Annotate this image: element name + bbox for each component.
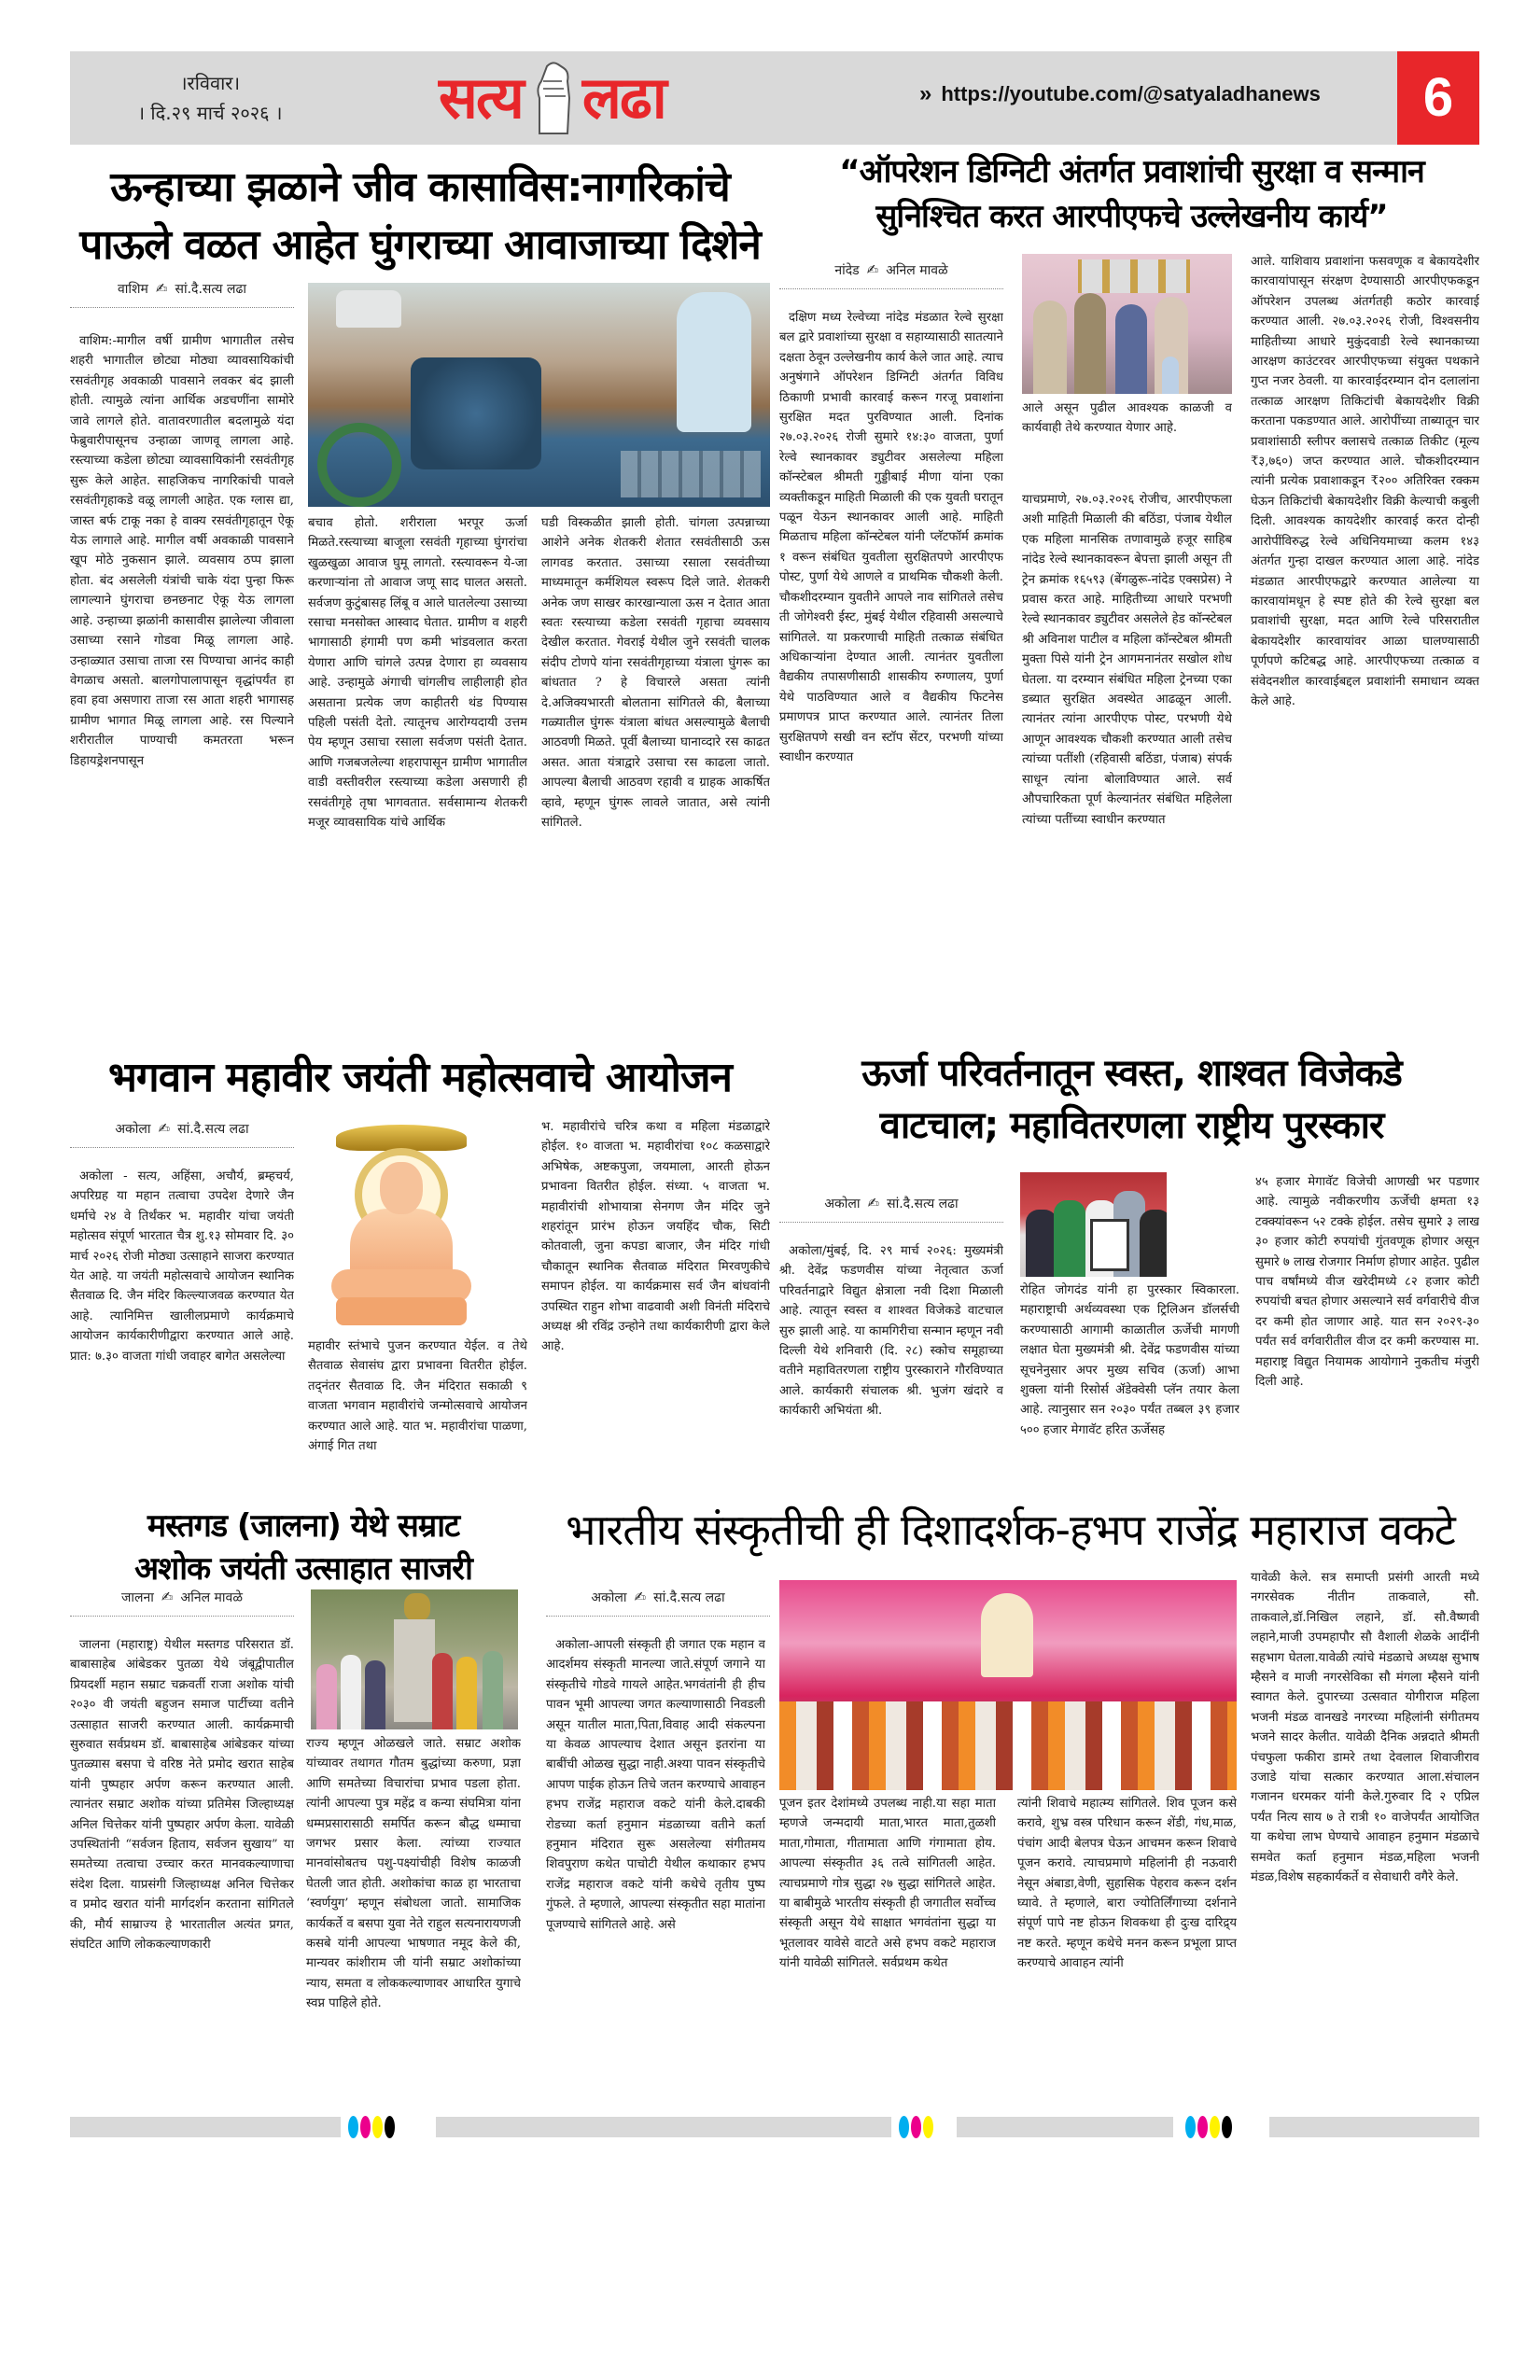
byline — [70, 280, 294, 308]
byline-place: वाशिम — [117, 282, 148, 297]
byline-reporter: अनिल मावळे — [886, 263, 948, 278]
cmyk-dot-cyan — [899, 2116, 909, 2138]
pen-writing-icon: ✍ — [867, 1195, 880, 1211]
article-column — [1255, 1172, 1479, 1465]
byline-place: अकोला — [115, 1122, 151, 1137]
column-text: दक्षिण मध्य रेल्वेच्या नांदेड मंडळात रेल्वे सुरक्षा बल द्वारे प्रवाशांच्या सुरक्षा व सहाय्यासाठी सातत्याने दक्षता ठेवून उल्लेखनीय कार्य केले जात आहे. त्याच अनुषंगाने ऑपरेशन डिग्निटी अंतर्गत विविध ठिकाणी प्रभावी कारवाई करून गरजू प्रवाशांना सुरक्षित मदत पुरविण्यात आली. दिनांक २७.०३.२०२६ रोजी सुमारे १४:३० वाजता, पुर्णा रेल्वे स्थानकावर ड्युटीवर असलेल्या महिला कॉन्स्टेबल श्रीमती गुड्डीबाई मीणा यांना एका व्यक्तीकडून माहिती मिळाली की एक युवती घरातून पळून येऊन स्थानकावर आली आहे. माहिती मिळताच महिला कॉन्स्टेबल यांनी प्लॅटफॉर्म क्रमांक १ वरून संबंधित युवतीला सुरक्षितपणे आरपीएफ पोस्ट, पुर्णा येथे आणले व प्राथमिक चौकशी केली. चौकशीदरम्यान युवतीने आपले नाव सांगितले तसेच ती जोगेश्वरी ईस्ट, मुंबई येथील रहिवासी असल्याचे सांगितले. या प्रकरणाची माहिती तत्काळ संबंधित अधिकाऱ्यांना देण्यात आली. त्यानंतर युवतीला वैद्यकीय तपासणीसाठी शासकीय रुग्णालय, पुर्णा येथे पाठविण्यात आले व वैद्यकीय फिटनेस प्रमाणपत्र प्राप्त करण्यात आले. त्यानंतर तिला सुरक्षितपणे सखी वन स्टॉप सेंटर, परभणी यांच्या स्वाधीन करण्यात — [779, 311, 1003, 764]
byline-reporter: सां.दै.सत्य लढा — [887, 1197, 959, 1211]
pen-writing-icon: ✍ — [158, 1120, 171, 1137]
column-text: रोहित जोगदंड यांनी हा पुरस्कार स्विकारला. महाराष्ट्राची अर्थव्यवस्था एक ट्रिलिअन डॉलर्सची करण्यासाठी आगामी काळातील ऊर्जेची मागणी लक्षात घेता मुख्यमंत्री श्री. देवेंद्र फडणवीस यांच्या सूचनेनुसार अपर मुख्य सचिव (ऊर्जा) आभा शुक्ला यांनी रिसोर्स ॲडेक्वेसी प्लॅन तयार केला आहे. त्यानुसार सन २०३० पर्यंत तब्बल ३९ हजार ५०० हजार मेगावॅट हरित ऊर्जेसह — [1020, 1283, 1239, 1437]
column-text: घडी विस्कळीत झाली होती. चांगला उत्पन्नाच्या आशेने अनेक शेतकरी शेतात रसवंतीसाठी ऊस लागवड करतात. उसाच्या रसाला रसवंतीच्या माध्यमातून कर्मशियल स्वरूप दिले जाते. शेतकरी अनेक जण साखर कारखान्याला ऊस न देतात आता स्वतः रस्त्याच्या कडेला रसवंती गृहाचा व्यवसाय देखील करतात. गेवराई येथील जुने रसवंती चालक संदीप टोणपे यांना रसवंतीगृहाच्या यंत्राला घुंगरू का बांधतात ? हे विचारले असता त्यांनी दे.अजिक्यभारती बोलताना सांगितले की, बैलाच्या गळ्यातील घुंगरू यंत्राला बांधत असल्यामुळे बैलाची आठवणी मिळते. पूर्वी बैलाच्या घानाव्दारे रस काढत असत. आता यंत्राद्वारे उसाचा रस काढला जातो. आपल्या बैलाची आठवण रहावी व ग्राहक आकर्षित व्हावे, म्हणून घुंगरू लावले जातात, असे त्यांनी सांगितले. — [541, 516, 770, 831]
cmyk-dot-yellow — [372, 2116, 383, 2138]
issue-date: । दि.२९ मार्च २०२६ । — [137, 102, 283, 124]
byline — [546, 1589, 770, 1617]
article-column — [1017, 1794, 1237, 2102]
column-text: यावेळी केले. सत्र समाप्ती प्रसंगी आरती मध्ये नगरसेवक नीतीन ताकवाले, सौ. ताकवाले,डॉ.निखिल लहाने, डॉ. सौ.वैष्णवी लहाने,माजी उपमहापौर सौ वैशाली शेळके आदींनी सहभाग घेतला.यावेळी त्यांचे मंडळाचे अध्यक्ष सुभाष म्हैसने व माजी नगरसेविका सौ मंगला म्हैसने यांनी स्वागत केले. दुपारच्या उत्सवात योगीराज महिला भजनी मंडळ वानखडे नगरच्या महिलांनी संगीतमय भजने सादर केलीत. यावेळी दैनिक अन्नदाते श्रीमती पंचफुला फकीरा डामरे तथा देवलाल शिवाजीराव उजाडे यांचा सत्कार करण्यात आला.संचालन गजानन धरमकर यांनी केले.गुरुवार दि २ एप्रिल पर्यंत नित्य साय ७ ते रात्री १० वाजेपर्यंत आयोजित या कथेचा लाभ घेण्याचे आवाहन हनुमान मंडळाचे समवेत कर्ता हनुमान मंडळ,महिला भजनी मंडळ,विशेष सहकार्यकर्ते व सेवाधारी वगैरे केले. — [1251, 1571, 1479, 1885]
article-column — [779, 1241, 1003, 1465]
byline-place: अकोला — [824, 1197, 861, 1211]
byline — [779, 1195, 1003, 1223]
article-headline: भारतीय संस्कृतीची ही दिशादर्शक-हभप राजेंद्र महाराज वकटे — [566, 1505, 1455, 1555]
column-text: पूजन इतर देशांमध्ये उपलब्ध नाही.या सहा माता म्हणजे जन्मदायी माता,भारत माता,तुळशी माता,गोमाता, गीतामाता आणि गंगामाता होय. आपल्या संस्कृतीत ३६ तत्वे सांगितली आहेत. त्याचप्रमाणे गोत्र सुद्धा २७ सुद्धा सांगितले आहेत. या बाबीमुळे भारतीय संस्कृती ही जगातील सर्वोच्च संस्कृती असून येथे साक्षात भगवंतांना सुद्धा या भूतलावर यावेसे वाटते असे हभप वकटे महाराज यांनी यावेळी सांगितले. सर्वप्रथम कथेत — [779, 1797, 996, 1971]
photo-caption — [1022, 399, 1232, 445]
byline — [779, 261, 1003, 289]
headline-line-1: ऊन्हाच्या झळाने जीव कासाविस:नागरिकांचे — [110, 163, 730, 211]
article-column — [70, 1167, 294, 1461]
footer-bar — [1269, 2117, 1479, 2137]
byline — [70, 1589, 294, 1617]
footer-bar — [436, 2117, 891, 2137]
pen-writing-icon: ✍ — [155, 280, 168, 297]
column-text: भ. महावीरांचे चरित्र कथा व महिला मंडळाद्वारे होईल. १० वाजता भ. महावीरांचा १०८ कळसाद्वारे अभिषेक, अष्टकपुजा, जयमाला, आरती होऊन प्रभावना वितरीत होईल. संध्या. ५ वाजता भ. महावीरांची शोभायात्रा सेनगण जैन मंदिर जुने शहरांतून प्रारंभ होऊन जयहिंद चौक, सिटी कोतवाली, जुना कपडा बाजार, जैन मंदिर गांधी चौकातून स्थानिक सैतवाळ मंदिरात मिरवणुकीचे समापन होईल. या कार्यक्रमास सर्व जैन बांधवांनी उपस्थित राहुन शोभा वाढवावी अशी विनंती मंदिराचे अध्यक्ष श्री रविंद्र उन्होने तथा कार्यकारीणी द्वारा केले आहे. — [541, 1120, 770, 1354]
column-text: अकोला - सत्य, अहिंसा, अचौर्य, ब्रम्हचर्य, अपरिग्रह या महान तत्वाचा उपदेश देणारे जैन धर्माचे २४ वे तिर्थंकर भ. महावीर यांचा जयंती महोत्सव संपूर्ण भारतात चैत्र शु.१३ सोमवार दि. ३० मार्च २०२६ रोजी मोठ्या उत्साहाने साजरा करण्यात येत आहे. या जयंती महोत्सवाचे आयोजन स्थानिक सैतवाळ दि. जैन मंदिर किल्ल्याजवळ करण्यात येत आहे. त्यानिमित्त खालीलप्रमाणे कार्यक्रमाचे आयोजन कार्यकारीणीद्वारा करण्यात आले आहे. प्रात: ७.३० वाजता गांधी जवाहर बागेत असलेल्या — [70, 1169, 294, 1364]
youtube-url[interactable]: https://youtube.com/@satyaladhanews — [941, 82, 1321, 105]
caption-text: आले असून पुढील आवश्यक काळजी व कार्यवाही तेथे करण्यात येणार आहे. — [1022, 401, 1232, 436]
article-headline — [779, 1047, 1484, 1152]
article-column — [779, 308, 1003, 1031]
byline — [70, 1120, 294, 1148]
byline-reporter: सां.दै.सत्य लढा — [177, 1122, 249, 1137]
column-text: अकोला/मुंबई, दि. २९ मार्च २०२६: मुख्यमंत्री श्री. देवेंद्र फडणवीस यांच्या नेतृत्वात ऊर्जा परिवर्तनाद्वारे विद्युत क्षेत्राला नवी दिशा मिळाली आहे. त्यातून स्वस्त व शाश्वत विजेकडे वाटचाल सुरु झाली आहे. या कामगिरीचा सन्मान म्हणून नवी दिल्ली येथे शनिवारी (दि. २८) स्कोच समूहाच्या वतीने महावितरणला राष्ट्रीय पुरस्काराने गौरविण्यात आले. कार्यकारी संचालक श्री. भुजंग खंदारे व कार्यकारी अभियंता श्री. — [779, 1244, 1003, 1419]
article-column — [1251, 1568, 1479, 2102]
katha-event-photo — [779, 1580, 1237, 1790]
pen-writing-icon: ✍ — [161, 1589, 174, 1605]
cmyk-dot-magenta — [360, 2116, 371, 2138]
cmyk-dot-cyan — [1185, 2116, 1196, 2138]
sugarcane-juice-photo — [308, 283, 770, 507]
mahavir-idol-image — [317, 1120, 485, 1330]
column-text: बचाव होतो. शरीराला भरपूर ऊर्जा मिळते.रस्त्याच्या बाजूला रसवंती गृहाच्या घुंगरांचा खुळखुळा आवाज घुमू लागतो. रस्त्यावरून ये-जा करणाऱ्यांना तो आवाज जणू साद घालत असतो. सर्वजण कुटुंबासह लिंबू व आले घातलेल्या उसाच्या रसाचा मनसोक्त आस्वाद घेतात. ग्रामीण व शहरी भागासाठी हंगामी पण कमी भांडवलात करता येणारा आणि चांगले उत्पन्न देणारा हा व्यवसाय आहे. उन्हामुळे अंगाची चांगलीच लाहीलाही होत असताना प्रत्येक जण काहीतरी थंड पिण्यास पहिली पसंती देतो. त्यातूनच आरोग्यदायी उत्तम पेय म्हणून उसाचा रसाला सर्वजण पसंती देतात. आणि गजबजलेल्या शहरापासून ग्रामीण भागातील वाडी वस्तीवरील रस्त्याच्या कडेला असणारी ही रसवंतीगृहे तृषा भागवतात. सर्वसामान्य शेतकरी मजूर व्यावसायिक यांचे आर्थिक — [308, 516, 527, 831]
issue-day: ।रविवार। — [179, 72, 241, 94]
headline-line-2: अशोक जयंती उत्साहात साजरी — [134, 1550, 472, 1588]
column-text: याचप्रमाणे, २७.०३.२०२६ रोजीच, आरपीएफला अशी माहिती मिळाली की बठिंडा, पंजाब येथील एक महिला मानसिक तणावामुळे हजूर साहिब नांदेड रेल्वे स्थानकावरून बेपत्ता झाली असून ती ट्रेन क्रमांक १६५९३ (बेंगळुरू-नांदेड एक्सप्रेस) ने प्रवास करत आहे. माहितीच्या आधारे परभणी रेल्वे स्थानकावर ड्युटीवर असलेले हेड कॉन्स्टेबल श्री अविनाश पाटील व महिला कॉन्स्टेबल श्रीमती मुक्ता पिसे यांनी ट्रेन आगमनानंतर सखोल शोध घेतला. या दरम्यान संबंधित महिला ट्रेनच्या एका डब्यात सुरक्षित अवस्थेत आढळून आली. त्यानंतर त्यांना आरपीएफ पोस्ट, परभणी येथे आणून आवश्यक चौकशी करण्यात आली तसेच त्यांच्या पतींशी (रहिवासी बठिंडा, पंजाब) संपर्क साधून त्यांना बोलाविण्यात आले. सर्व औपचारिकता पूर्ण केल्यानंतर संबंधित महिलेला त्यांच्या पतींच्या स्वाधीन करण्यात — [1022, 493, 1232, 827]
article-column — [308, 513, 527, 1031]
article-column — [1020, 1281, 1239, 1465]
registration-marks — [348, 2116, 395, 2138]
headline-line-2: वाटचाल; महावितरणला राष्ट्रीय पुरस्कार — [879, 1104, 1384, 1147]
byline-reporter: सां.दै.सत्य लढा — [653, 1590, 725, 1605]
article-headline — [70, 159, 770, 274]
cmyk-dot-magenta — [1197, 2116, 1208, 2138]
award-ceremony-photo — [1020, 1172, 1167, 1277]
registration-marks — [1185, 2116, 1232, 2138]
issue-date-block — [121, 68, 299, 128]
footer-bar — [957, 2117, 1173, 2137]
article-column — [70, 331, 294, 1031]
column-text: अकोला-आपली संस्कृती ही जगात एक महान व आदर्शमय संस्कृती मानल्या जाते.संपूर्ण जगाने या संस्कृतीचे गोडवे गायले आहेत.भगवंतांनी ही हीच पावन भूमी आपल्या जगत कल्याणासाठी निवडली असून यातील माता,पिता,विवाह आदी संकल्पना या केवळ आपल्याच देशात असून इतरांना या बाबींची ओळख सुद्धा नाही.अश्या पावन संस्कृतीचे आपण पाईक होऊन तिचे जतन करण्याचे आवाहन हभप राजेंद्र महाराज वकटे यांनी केले.दाबकी रोडच्या कर्ता हनुमान मंडळाच्या वतीने कर्ता हनुमान मंदिरात सुरू असलेल्या संगीतमय शिवपुराण कथेत पाचोटी येथील कथाकार हभप राजेंद्र महाराज वकटे यांनी कथेचे तृतीय पुष्प गुंफले. ते म्हणाले, आपल्या संस्कृतीत सहा मातांना पूजण्याचे सांगितले आहे. असे — [546, 1638, 765, 1932]
headline-line-2: सुनिश्चित करत आरपीएफचे उल्लेखनीय कार्य” — [875, 198, 1388, 235]
byline-place: जालना — [121, 1590, 154, 1605]
byline-reporter: सां.दै.सत्य लढा — [175, 282, 247, 297]
masthead — [70, 51, 1479, 145]
article-column — [308, 1337, 527, 1461]
headline-line-2: पाऊले वळत आहेत घुंगराच्या आवाजाच्या दिशेने — [79, 221, 761, 269]
cmyk-dot-black — [1222, 2116, 1232, 2138]
cmyk-dot-yellow — [1210, 2116, 1220, 2138]
article-column — [546, 1635, 765, 2111]
cmyk-dot-cyan — [348, 2116, 358, 2138]
cmyk-dot-magenta — [911, 2116, 921, 2138]
column-text: महावीर स्तंभाचे पुजन करण्यात येईल. व तेथे सैतवाळ सेवासंघ द्वारा प्रभावना वितरीत होईल. तद्नंतर सैतवाळ दि. जैन मंदिरात सकाळी ९ वाजता भगवान महावीरांचे जन्मोत्सवाचे आयोजन करण्यात आले आहे. यात भ. महावीरांचा पाळणा, अंगाई गित तथा — [308, 1339, 527, 1454]
headline-line-1: मस्तगड (जालना) येथे सम्राट — [147, 1507, 460, 1545]
byline-reporter: अनिल मावळे — [180, 1590, 243, 1605]
article-headline — [70, 1505, 537, 1590]
headline-line-1: ऊर्जा परिवर्तनातून स्वस्त, शाश्वत विजेकडे — [861, 1052, 1402, 1095]
article-column — [306, 1734, 521, 2102]
registration-marks — [899, 2116, 933, 2138]
column-text: राज्य म्हणून ओळखले जाते. सम्राट अशोक यांच्यावर तथागत गौतम बुद्धांच्या करुणा, प्रज्ञा आणि समतेच्या विचारांचा प्रभाव पडला होता. त्यांनी आपल्या पुत्र महेंद्र व कन्या संघमित्रा यांना धम्मप्रसारासाठी समर्पित करून बौद्ध धम्माचा जगभर प्रसार केला. त्यांच्या राज्यात मानवांसोबतच पशु-पक्ष्यांचीही विशेष काळजी घेतली जात होती. अशोकांचा काळ हा भारताचा ‘स्वर्णयुग’ म्हणून संबोधला जातो. सामाजिक कार्यकर्ते व बसपा युवा नेते राहुल सत्यनारायणजी कसबे यांनी आपल्या भाषणात नमूद केले की, मान्यवर कांशीराम जी यांनी सम्राट अशोकांच्या न्याय, समता व लोककल्याणावर आधारित युगाचे स्वप्न पाहिले होते. — [306, 1737, 521, 2011]
column-text: आले. याशिवाय प्रवाशांना फसवणूक व बेकायदेशीर कारवायांपासून संरक्षण देण्यासाठी आरपीएफकडून ऑपरेशन उपलब्ध अंतर्गतही कठोर कारवाई करण्यात आली. २७.०३.२०२६ रोजी, विश्वसनीय माहितीच्या आधारे मुकुंदवाडी रेल्वे स्थानकाच्या आरक्षण काउंटरवर आरपीएफच्या संयुक्त पथकाने गुप्त नजर ठेवली. या कारवाईदरम्यान दोन दलालांना तत्काळ आरक्षण तिकिटांची बेकायदेशीर विक्री करताना पकडण्यात आले. आरोपींच्या ताब्यातून चार प्रवाशांसाठी स्लीपर क्लासचे तत्काळ तिकीट (मूल्य ₹३,७६०) जप्त करण्यात आले. चौकशीदरम्यान त्यांनी प्रत्येक प्रवाशाकडून ₹२०० अतिरिक्त रक्कम घेऊन तिकिटांची बेकायदेशीर विक्री केल्याची कबुली दिली. आवश्यक कायदेशीर कारवाई करत दोन्ही आरोपींविरुद्ध रेल्वे अधिनियमाच्या कलम १४३ अंतर्गत गुन्हा दाखल करण्यात आला आहे. नांदेड मंडळात आरपीएफद्वारे करण्यात आलेल्या या कारवायांमधून हे स्पष्ट होते की रेल्वे सुरक्षा बल प्रवाशांची सुरक्षा, मदत आणि रेल्वे परिसरातील बेकायदेशीर कारवायांवर आळा घालण्यासाठी पूर्णपणे कटिबद्ध आहे. आरपीएफच्या तत्काळ व संवेदनशील कारवाईबद्दल प्रवाशांनी समाधान व्यक्त केले आहे. — [1251, 255, 1479, 708]
youtube-link[interactable] — [919, 81, 1321, 107]
pen-writing-icon: ✍ — [866, 261, 879, 278]
article-column — [70, 1635, 294, 2102]
double-chevron-right-icon: » — [919, 81, 932, 106]
ashok-jayanti-photo — [311, 1589, 518, 1729]
column-text: जालना (महाराष्ट्र) येथील मस्तगड परिसरात डॉ. बाबासाहेब आंबेडकर पुतळा येथे जंबूद्वीपातील प्रियदर्शी महान सम्राट चक्रवर्ती राजा अशोक यांची २०३० वी जयंती बहुजन समाज पार्टीच्या वतीने उत्साहात साजरी करण्यात आली. कार्यक्रमाची सुरुवात सर्वप्रथम डॉ. बाबासाहेब आंबेडकर यांच्या पुतळ्यास बसपा चे वरिष्ठ नेते प्रमोद खरात साहेब यांनी पुष्पहार अर्पण करून करण्यात आली. त्यानंतर सम्राट अशोक यांच्या प्रतिमेस जिल्हाध्यक्ष अनिल चित्तेकर यांनी पुष्पहार अर्पण केला. यावेळी उपस्थितांनी “सर्वजन हिताय, सर्वजन सुखाय” या समतेच्या तत्वाचा उच्चार करत मानवकल्याणाचा संदेश दिला. याप्रसंगी जिल्हाध्यक्ष अनिल चित्तेकर व प्रमोद खरात यांनी मार्गदर्शन करताना सांगितले की, मौर्य साम्राज्य हे भारतातील अत्यंत प्रगत, संघटित आणि लोककल्याणकारी — [70, 1638, 294, 1953]
rpf-team-photo — [1022, 254, 1232, 394]
logo-word-right: लढा — [581, 63, 665, 132]
article-column — [541, 1117, 770, 1461]
byline-place: नांदेड — [834, 263, 860, 278]
article-headline: भगवान महावीर जयंती महोत्सवाचे आयोजन — [108, 1054, 732, 1101]
article-column — [1251, 252, 1479, 1031]
column-text: वाशिम:-मागील वर्षी ग्रामीण भागातील तसेच शहरी भागातील छोट्या मोठ्या व्यावसायिकांची रसवंतीगृह अवकाळी पावसाने लवकर बंद झाली होती. त्यामुळे त्यांना आर्थिक अडचणींना सामोरे जावे लागले होते. वातावरणातील बदलामुळे यंदा फेब्रुवारीपासूनच उन्हाळा जाणवू लागला आहे. रस्त्याच्या कडेला छोट्या व्यावसायिकांनी रसवंतीगृह सुरू केले आहेत. साहजिकच नागरिकांची पावले रसवंतीगृहाकडे वळू लागली आहेत. एक ग्लास द्या, जास्त बर्फ टाकू नका हे वाक्य रसवंतीगृहातून ऐकू येऊ लागाले आहे. मागील वर्षी अवकाळी पावसाने खूप मोठे नुकसान झाले. व्यवसाय ठप्प झाला होता. बंद असलेली यंत्रांची चाके यंदा पुन्हा फिरू लागल्याने घुंगराचा छनछनाट ऐकू येऊ लागला आहे. उन्हाच्या झळांनी कासावीस झालेल्या जीवाला उसाच्या रसाने गोडवा मिळू लागला आहे. उन्हाळ्यात उसाचा ताजा रस पिण्याचा आनंद काही वेगळाच असतो. बालगोपालापासून वृद्धांपर्यंत हा हवा हवा असणारा ताजा रस आता शहरी भागासह ग्रामीण भागात मिळू लागला आहे. रस पिल्याने शरीरातील पाण्याची कमतरता भरून डिहायड्रेशनपासून — [70, 334, 294, 768]
newspaper-logo[interactable] — [439, 57, 665, 139]
pen-writing-icon: ✍ — [634, 1589, 647, 1605]
byline-place: अकोला — [591, 1590, 627, 1605]
article-column — [779, 1794, 996, 2102]
cmyk-dot-yellow — [923, 2116, 933, 2138]
article-column — [541, 513, 770, 1031]
article-column — [1022, 490, 1232, 1031]
cmyk-dot-black — [385, 2116, 395, 2138]
raised-fist-icon — [526, 61, 579, 135]
page-footer — [70, 2117, 1479, 2137]
column-text: ४५ हजार मेगावॅट विजेची आणखी भर पडणार आहे. त्यामुळे नवीकरणीय ऊर्जेची क्षमता १३ टक्क्यांवरून ५२ टक्के होईल. तसेच सुमारे ३ लाख ३० हजार कोटी रुपयांची गुंतवणूक होणार असून सुमारे ७ लाख रोजगार निर्माण होणार आहेत. पुढील पाच वर्षांमध्ये वीज खरेदीमध्ये ८२ हजार कोटी रुपयांची बचत होणार असल्याने सर्व वर्गवारीचे वीज दर कमी होत जाणार आहे. यात सन २०२९-३० पर्यंत सर्व वर्गवारीतील वीज दर कमी करण्यास मा. महाराष्ट्र विद्युत नियामक आयोगाने नुकतीच मंजुरी दिली आहे. — [1255, 1175, 1479, 1390]
page-number: 6 — [1397, 51, 1479, 145]
footer-bar — [70, 2117, 341, 2137]
article-headline — [779, 149, 1484, 239]
logo-word-left: सत्य — [439, 63, 523, 132]
column-text: त्यांनी शिवाचे महात्म्य सांगितले. शिव पूजन कसे करावे, शुभ्र वस्त्र परिधान करून शेंडी, गंध,माळ, पंचांग आदी बेलपत्र घेऊन आचमन करून शिवाचे पूजन करावे. त्याचप्रमाणे महिलांनी ही नऊवारी नेसून अंबाडा,वेणी, सुहासिक पेहराव करून दर्शन घ्यावे. ते म्हणाले, बारा ज्योतिर्लिंगाच्या दर्शनाने संपूर्ण पापे नष्ट होऊन शिवकथा ही दुःख दारिद्र्य नष्ट करते. म्हणून कथेचे मनन करून प्रभूला प्राप्त करण्याचे आवाहन त्यांनी — [1017, 1797, 1237, 1971]
headline-line-1: “ऑपरेशन डिग्निटी अंतर्गत प्रवाशांची सुरक्षा व सन्मान — [839, 153, 1424, 190]
